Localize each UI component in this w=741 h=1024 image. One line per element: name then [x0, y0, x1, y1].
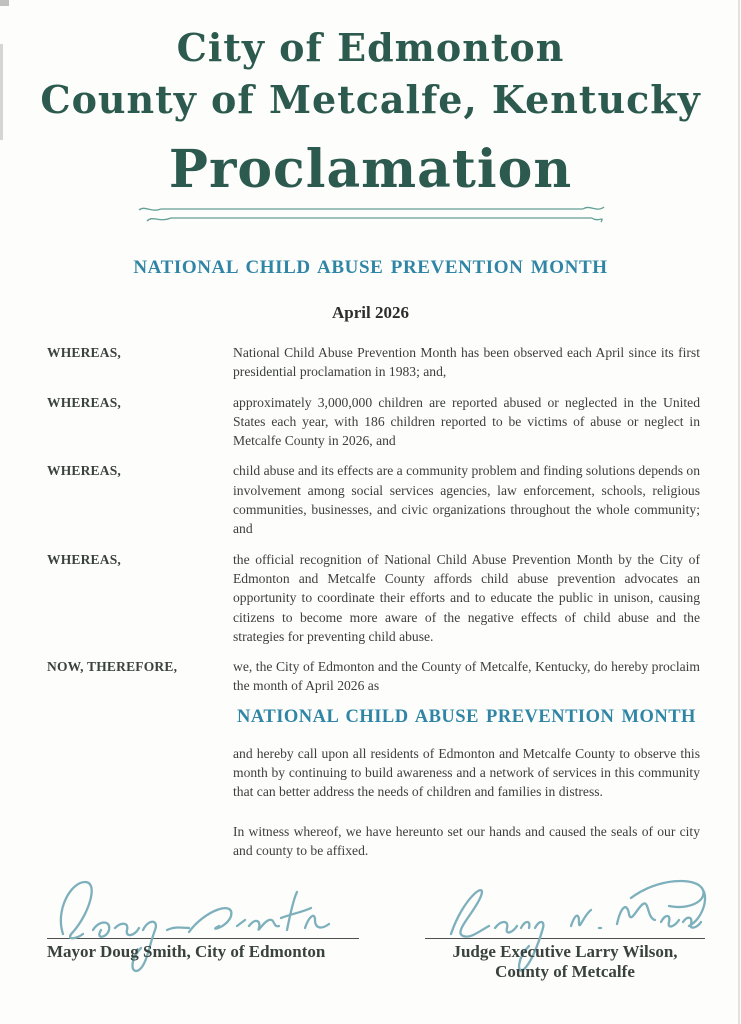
signature-block-judge: [425, 872, 705, 983]
double-rule-flourish-icon: [131, 202, 611, 226]
scan-artifact-right-edge: [738, 0, 740, 1024]
clause-label: NOW, THEREFORE,: [47, 659, 178, 675]
clause-text: the official recognition of National Child Abuse Prevention Month by the City of Edmonton and Metcalfe County affords child abuse prevention advocates an opportunity to coordinate their efforts and to educate the public in unison, causing citizens to become more aware of the negative effects of child abuse and the strategies for preventing child abuse.: [233, 551, 700, 644]
clause-label: WHEREAS,: [47, 463, 121, 479]
clause-text: we, the City of Edmonton and the County of Metcalfe, Kentucky, do hereby proclaim the month of April 2026 as: [233, 659, 700, 694]
clause-row: [47, 461, 700, 538]
clause-row: [47, 393, 700, 451]
signature-label-judge-line1: Judge Executive Larry Wilson,: [452, 942, 678, 961]
title-flourish: [0, 202, 741, 231]
clause-label: WHEREAS,: [47, 551, 121, 567]
clause-row: [47, 550, 700, 646]
signature-label-judge-line2: County of Metcalfe: [495, 962, 635, 982]
document-date: April 2026: [332, 302, 409, 322]
clause-label: WHEREAS,: [47, 344, 121, 360]
document-header: [0, 0, 741, 121]
clause-text: National Child Abuse Prevention Month has been observed each April since its first presidential proclamation in 1983; and,: [233, 344, 700, 380]
signature-line: [425, 938, 705, 939]
month-heading: NATIONAL CHILD ABUSE PREVENTION MONTH: [133, 256, 608, 278]
proclaimed-month-heading: NATIONAL CHILD ABUSE PREVENTION MONTH: [237, 706, 696, 727]
clause-list: [0, 343, 741, 696]
scan-artifact-corner: [0, 0, 9, 6]
clause-row-now-therefore: [47, 657, 700, 696]
signature-line: [47, 938, 359, 939]
witness-paragraph: In witness whereof, we have hereunto set our hands and caused the seals of our city and county to be affixed.: [233, 823, 700, 858]
clause-text: approximately 3,000,000 children are reported abused or neglected in the United States each year, with 186 children reported to be victims of abuse or neglect in Metcalfe County in 2026, and: [233, 394, 700, 449]
signature-label-mayor: Mayor Doug Smith, City of Edmonton: [47, 942, 326, 961]
signature-row: [0, 872, 741, 983]
clause-row: [47, 343, 700, 382]
proclamation-title: Proclamation: [168, 139, 573, 201]
signature-block-mayor: [47, 872, 359, 983]
header-county-line: County of Metcalfe, Kentucky: [40, 76, 701, 122]
call-to-action-paragraph: and hereby call upon all residents of Edmonton and Metcalfe County to observe this month by continuing to build awareness and a network of services in this community that can better address the needs of children and families in distress.: [233, 745, 700, 800]
header-city-line: City of Edmonton: [176, 25, 565, 70]
clause-text: child abuse and its effects are a community problem and finding solutions depends on involvement among social services agencies, law enforcement, schools, religious communities, businesses, and civic organizations throughout the whole community; and: [233, 463, 700, 537]
clause-label: WHEREAS,: [47, 394, 121, 410]
scan-artifact-left-streak: [0, 44, 3, 140]
